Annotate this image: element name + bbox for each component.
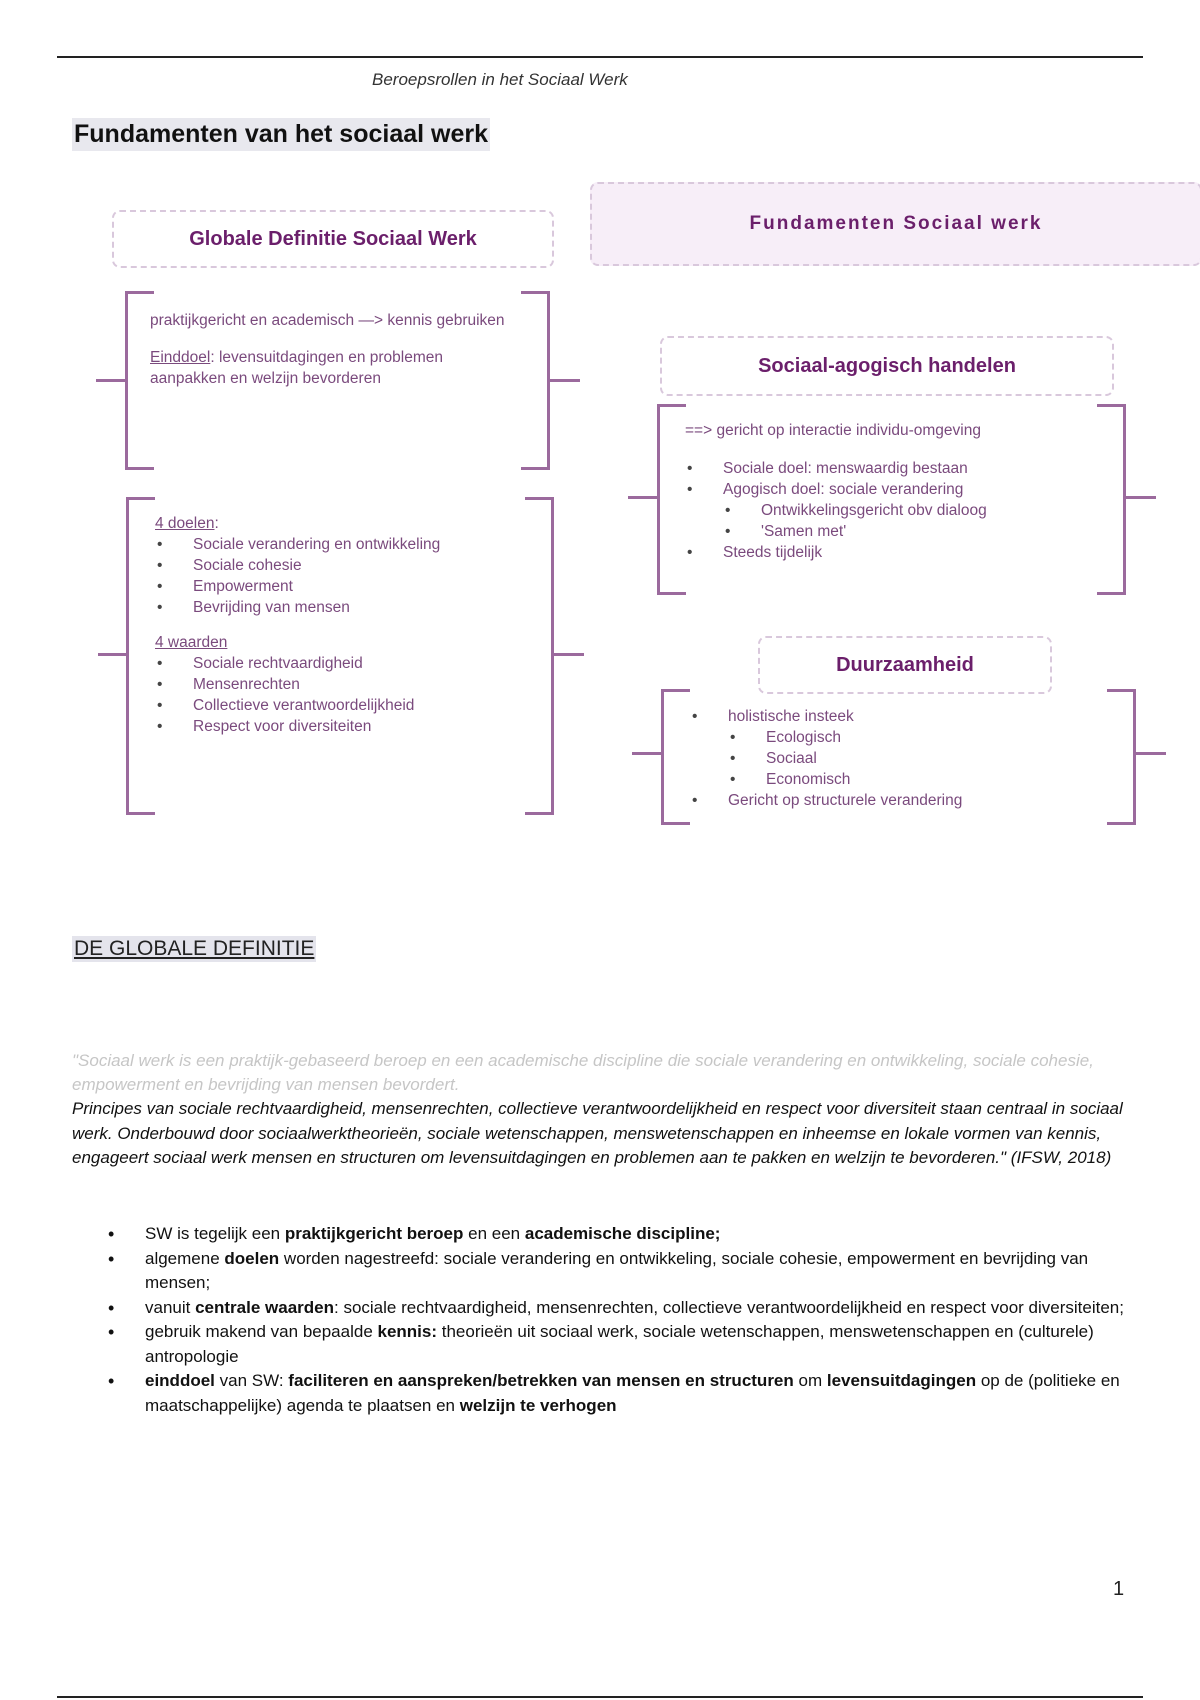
list-item xyxy=(100,1247,1130,1296)
box1-text xyxy=(150,310,520,389)
agogisch-intro: ==> gericht op interactie individu-omgeving xyxy=(685,422,981,439)
text: gebruik makend van bepaalde xyxy=(145,1322,378,1341)
list-item: • Empowerment xyxy=(155,576,525,597)
doelen-label: 4 doelen xyxy=(155,515,215,532)
duurzaamheid-bracket-right xyxy=(1107,689,1136,825)
text: vanuit xyxy=(145,1297,196,1317)
agogisch-tick-right xyxy=(1126,496,1156,499)
agogisch-title: Sociaal-agogisch handelen xyxy=(660,336,1114,396)
bold-text: centrale waarden xyxy=(195,1297,334,1317)
diagram-left-title: Globale Definitie Sociaal Werk xyxy=(112,210,554,268)
list-item: • Mensenrechten xyxy=(155,674,525,695)
bold-text: academische discipline; xyxy=(524,1224,721,1243)
definition-quote-faded: "Sociaal werk is een praktijk-gebaseerd beroep en een academische discipline die sociale verandering en ontwikkeling, sociale cohesie, empowerment en bevrijding van mensen bevordert. xyxy=(72,1051,1094,1094)
agogisch-tick-left xyxy=(628,496,658,499)
agogisch-list xyxy=(685,458,1105,563)
list-item: • Steeds tijdelijk xyxy=(685,542,1105,563)
header-title: Beroepsrollen in het Sociaal Werk xyxy=(372,70,628,89)
box1-line1: praktijkgericht en academisch —> kennis gebruiken xyxy=(150,312,505,329)
list-item: • holistische insteek xyxy=(690,706,1110,727)
duurzaamheid-tick-left xyxy=(632,752,662,755)
header-rule xyxy=(57,56,1143,58)
list-item: • Ecologisch xyxy=(690,727,1110,748)
text: en een xyxy=(463,1224,525,1243)
text: SW is tegelijk een xyxy=(145,1224,285,1243)
quote-citation: (IFSW, 2018) xyxy=(1006,1148,1112,1167)
list-item: • Respect voor diversiteiten xyxy=(155,716,525,737)
text: : sociale rechtvaardigheid, mensenrechten, collectieve verantwoordelijkheid en respect voor diversiteiten; xyxy=(334,1297,1124,1317)
section-heading: DE GLOBALE DEFINITIE xyxy=(74,937,315,960)
bold-text: faciliteren en aanspreken/betrekken van mensen en structuren xyxy=(288,1371,794,1390)
list-item: • Sociale verandering en ontwikkeling xyxy=(155,534,525,555)
list-item: • Agogisch doel: sociale verandering xyxy=(685,479,1105,500)
box1-tick-left xyxy=(96,379,126,382)
text: algemene xyxy=(145,1248,225,1268)
list-item: • Sociale rechtvaardigheid xyxy=(155,653,525,674)
list-item xyxy=(100,1222,1130,1247)
text: theorieën uit sociaal werk, sociale wetenschappen, menswetenschappen en (culturele) antropologie xyxy=(145,1322,1094,1366)
bold-text: welzijn te verhogen xyxy=(459,1395,617,1415)
box1-einddoel xyxy=(150,347,520,389)
list-item: • Collectieve verantwoordelijkheid xyxy=(155,695,525,716)
page-title: Fundamenten van het sociaal werk xyxy=(72,118,490,151)
box2-text xyxy=(155,513,525,737)
quote-text: Principes van sociale rechtvaardigheid, mensenrechten, collectieve verantwoordelijkheid en respect voor diversiteit staan centraal in sociaal werk. Onderbouwd door sociaalwerktheorieën, sociale wetenschappen, menswetenschappen en inheemse en lokale vormen van kennis, engageert sociaal werk mensen en structuren om levensuitdagingen en problemen aan te pakken en welzijn te bevorderen." xyxy=(72,1099,1123,1167)
text: van SW: xyxy=(214,1371,289,1390)
box2-tick-right xyxy=(554,653,584,656)
page-number: 1 xyxy=(1113,1578,1125,1600)
footer-rule xyxy=(57,1696,1143,1698)
box1-tick-right xyxy=(550,379,580,382)
list-item: • Ontwikkelingsgericht obv dialoog xyxy=(685,500,1105,521)
diagram-right-title: Fundamenten Sociaal werk xyxy=(590,182,1200,266)
einddoel-label: Einddoel xyxy=(150,349,211,366)
agogisch-text xyxy=(685,420,1105,563)
duurzaamheid-bracket-left xyxy=(661,689,690,825)
waarden-label: 4 waarden xyxy=(155,634,228,651)
doelen-suffix: : xyxy=(214,515,219,532)
list-item: • Sociaal xyxy=(690,748,1110,769)
text: op de (politieke en maatschappelijke) agenda te plaatsen en xyxy=(145,1371,1120,1415)
list-item: • 'Samen met' xyxy=(685,521,1105,542)
einddoel-text: : levensuitdagingen en problemen aanpakken en welzijn bevorderen xyxy=(150,349,443,387)
text: om xyxy=(793,1371,827,1390)
doelen-heading xyxy=(155,513,525,534)
list-item: • Sociale cohesie xyxy=(155,555,525,576)
bold-text: levensuitdagingen xyxy=(826,1371,977,1390)
list-item xyxy=(100,1296,1130,1321)
duurzaamheid-text xyxy=(690,706,1110,811)
agogisch-bracket-left xyxy=(657,404,686,595)
box2-bracket-right xyxy=(525,497,554,815)
text: worden nagestreefd: sociale verandering en ontwikkeling, sociale cohesie, empowerment en bevrijding van mensen; xyxy=(145,1248,1089,1292)
summary-bullets xyxy=(100,1222,1130,1418)
box2-bracket-left xyxy=(126,497,155,815)
bold-text: doelen xyxy=(224,1248,280,1268)
duurzaamheid-title: Duurzaamheid xyxy=(758,636,1052,694)
waarden-list xyxy=(155,653,525,737)
list-item xyxy=(100,1320,1130,1369)
box1-bracket-right xyxy=(521,291,550,470)
list-item xyxy=(100,1369,1130,1418)
list-item: • Sociale doel: menswaardig bestaan xyxy=(685,458,1105,479)
list-item: • Economisch xyxy=(690,769,1110,790)
doelen-list xyxy=(155,534,525,618)
definition-quote xyxy=(72,1097,1132,1171)
box2-tick-left xyxy=(98,653,128,656)
bold-text: praktijkgericht beroep xyxy=(284,1224,464,1243)
list-item: • Gericht op structurele verandering xyxy=(690,790,1110,811)
bold-text: kennis: xyxy=(377,1322,438,1341)
list-item: • Bevrijding van mensen xyxy=(155,597,525,618)
duurzaamheid-tick-right xyxy=(1136,752,1166,755)
bold-text: einddoel xyxy=(145,1371,215,1390)
duurzaamheid-list xyxy=(690,706,1110,811)
